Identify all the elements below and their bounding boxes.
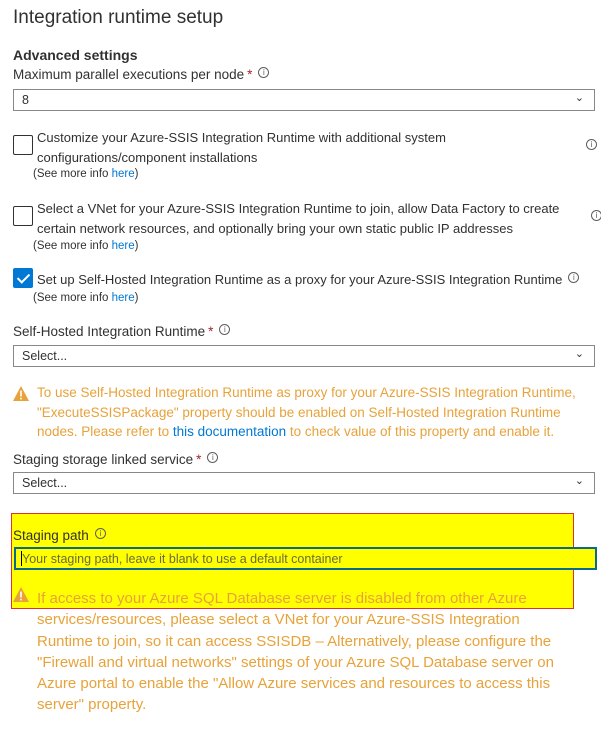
sql-warning-text: If access to your Azure SQL Database server is disabled from other Azure services/resources, please select a VNet for your Azure-SSIS Integration Runtime to join, so it can access SSISDB – Alternatively, please configure the "Firewall and virtual networks" settings of your Azure SQL Database server on Azure portal to enable the "Allow Azure services and resources to access this server" property.: [37, 590, 554, 714]
customize-option-text: Customize your Azure-SSIS Integration Runtime with additional system configurations/component installations: [37, 130, 446, 165]
warning-icon: [13, 587, 29, 602]
customize-checkbox[interactable]: [13, 135, 33, 155]
shir-label: Self-Hosted Integration Runtime * i: [13, 324, 230, 339]
info-icon[interactable]: i: [95, 528, 106, 539]
staging-service-value: Select...: [22, 476, 68, 490]
staging-service-label: Staging storage linked service * i: [13, 452, 218, 467]
chevron-down-icon: ⌄: [574, 91, 584, 104]
chevron-down-icon: ⌄: [574, 474, 584, 487]
staging-path-input[interactable]: [16, 549, 595, 568]
section-title: Advanced settings: [13, 47, 138, 63]
chevron-down-icon: ⌄: [574, 347, 584, 360]
vnet-here-link[interactable]: here: [111, 240, 135, 252]
vnet-checkbox[interactable]: [13, 206, 33, 226]
shir-warning-text: To use Self-Hosted Integration Runtime as proxy for your Azure-SSIS Integration Runtime, "ExecuteSSISPackage" property should be enabled on Self-Hosted Integration Runtime nodes. Please refer to this documentation to check value of this property and enable it.: [37, 385, 576, 439]
warning-icon: [13, 386, 29, 401]
info-icon[interactable]: i: [586, 139, 597, 150]
required-mark: *: [196, 452, 202, 467]
max-parallel-value: 8: [22, 93, 29, 107]
shir-proxy-here-link[interactable]: here: [111, 292, 135, 304]
page-title: Integration runtime setup: [13, 7, 224, 28]
info-icon[interactable]: i: [219, 324, 230, 335]
info-icon[interactable]: i: [207, 452, 218, 463]
required-mark: *: [208, 324, 214, 339]
documentation-link[interactable]: this documentation: [172, 424, 287, 439]
required-mark: *: [247, 67, 253, 82]
shir-select[interactable]: [13, 345, 595, 367]
staging-path-label: Staging path i: [13, 528, 106, 543]
customize-here-link[interactable]: here: [111, 168, 135, 180]
max-parallel-select[interactable]: [13, 89, 595, 111]
shir-proxy-option-text: Set up Self-Hosted Integration Runtime as a proxy for your Azure-SSIS Integration Runtime i: [37, 270, 579, 290]
shir-proxy-more-info: (See more info here): [33, 292, 139, 304]
customize-more-info: (See more info here): [33, 168, 139, 180]
text-caret: [21, 551, 22, 566]
info-icon[interactable]: i: [568, 272, 579, 283]
shir-value: Select...: [22, 349, 68, 363]
staging-path-field[interactable]: [14, 547, 597, 570]
vnet-option-text: Select a VNet for your Azure-SSIS Integration Runtime to join, allow Data Factory to create certain network resources, and optionally bring your own static public IP addresses: [37, 201, 560, 236]
max-parallel-label: Maximum parallel executions per node * i: [13, 67, 269, 82]
staging-service-select[interactable]: [13, 472, 595, 494]
vnet-more-info: (See more info here): [33, 240, 139, 252]
info-icon[interactable]: i: [258, 67, 269, 78]
shir-proxy-checkbox[interactable]: [13, 268, 33, 288]
info-icon[interactable]: i: [591, 210, 601, 221]
